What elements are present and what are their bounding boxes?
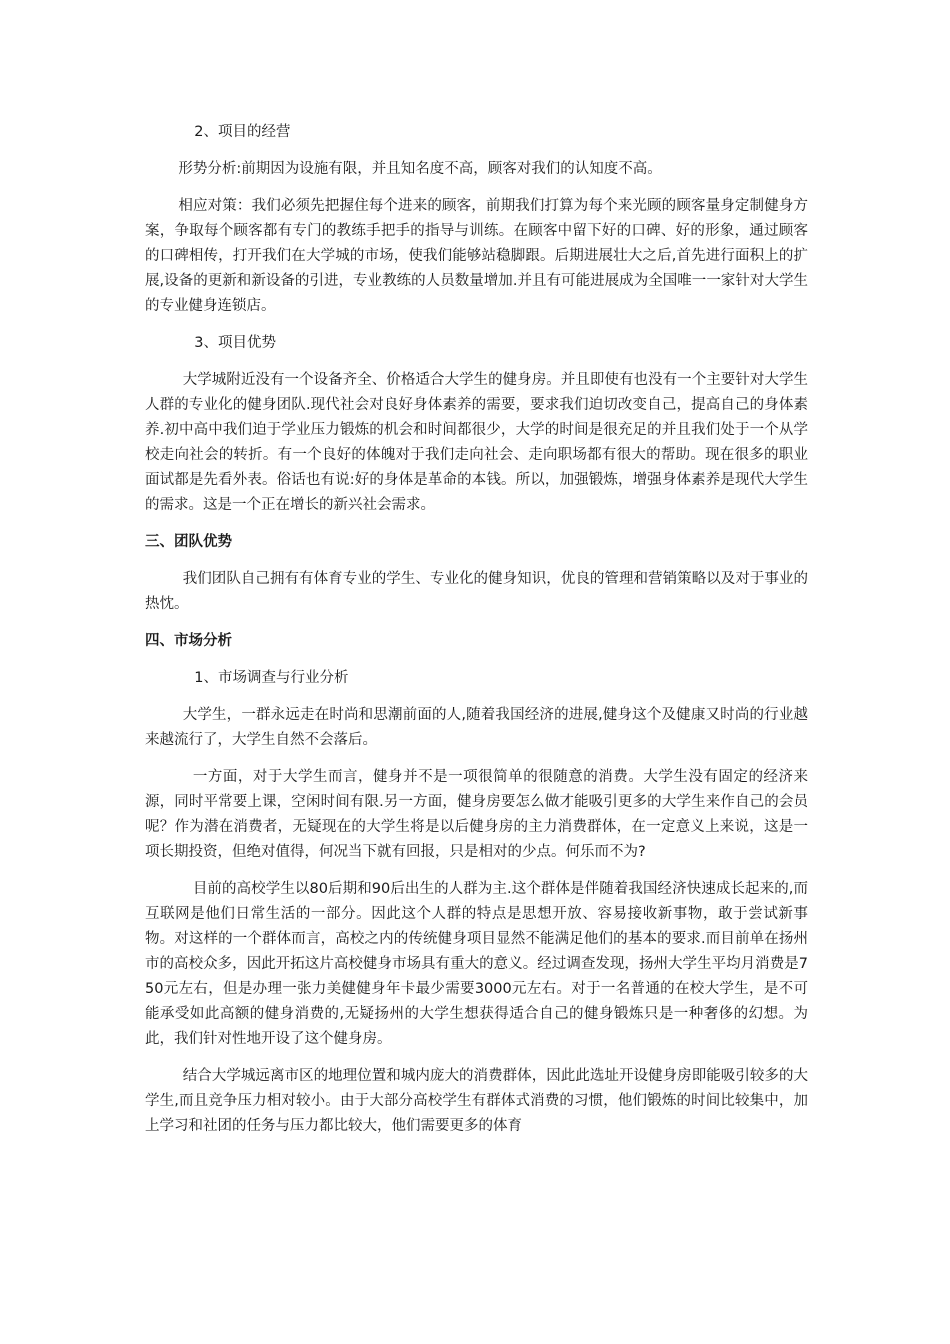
paragraph-countermeasures: 相应对策：我们必须先把握住每个进来的顾客，前期我们打算为每个来光顾的顾客量身定制健身方案，争取每个顾客都有专门的教练手把手的指导与训练。在顾客中留下好的口碑、好的形象，通过顾客的口碑相传，打开我们在大学城的市场，使我们能够站稳脚跟。后期进展壮大之后,首先进行面积上的扩展,设备的更新和新设备的引进，专业教练的人员数量增加.并且有可能进展成为全国唯一一家针对大学生的专业健身连锁店。 (145, 198, 808, 314)
paragraph-market-intro: 大学生，一群永远走在时尚和思潮前面的人,随着我国经济的进展,健身这个及健康又时尚的行业越来越流行了，大学生自然不会落后。 (145, 707, 808, 748)
section-title-project-operation: 2、项目的经营 (194, 124, 291, 140)
paragraph-market-consumption: 一方面，对于大学生而言，健身并不是一项很简单的很随意的消费。大学生没有固定的经济来源，同时平常要上课，空闲时间有限.另一方面，健身房要怎么做才能吸引更多的大学生来作自己的会员呢？作为潜在消费者，无疑现在的大学生将是以后健身房的主力消费群体，在一定意义上来说，这是一项长期投资，但绝对值得，何况当下就有回报，只是相对的少点。何乐而不为? (145, 769, 808, 860)
paragraph-situation-analysis: 形势分析:前期因为设施有限，并且知名度不高，顾客对我们的认知度不高。 (178, 161, 662, 177)
section-title-project-advantages: 3、项目优势 (194, 335, 277, 351)
document-body (145, 120, 808, 1151)
paragraph-market-location: 结合大学城远离市区的地理位置和城内庞大的消费群体，因此此选址开设健身房即能吸引较多的大学生,而且竞争压力相对较小。由于大部分高校学生有群体式消费的习惯，他们锻炼的时间比较集中，加上学习和社团的任务与压力都比较大，他们需要更多的体育 (145, 1068, 808, 1134)
heading-team-advantages: 三、团队优势 (145, 534, 232, 550)
heading-market-analysis: 四、市场分析 (145, 633, 232, 649)
paragraph-team-advantages: 我们团队自己拥有有体育专业的学生、专业化的健身知识，优良的管理和营销策略以及对于事业的热忱。 (145, 571, 808, 612)
subheading-market-research: 1、市场调查与行业分析 (194, 670, 349, 686)
paragraph-project-advantages: 大学城附近没有一个设备齐全、价格适合大学生的健身房。并且即使有也没有一个主要针对大学生人群的专业化的健身团队.现代社会对良好身体素养的需要，要求我们迫切改变自己，提高自己的身体素养.初中高中我们迫于学业压力锻炼的机会和时间都很少，大学的时间是很充足的并且我们处于一个从学校走向社会的转折。有一个良好的体魄对于我们走向社会、走向职场都有很大的帮助。现在很多的职业面试都是先看外表。俗话也有说:好的身体是革命的本钱。所以，加强锻炼，增强身体素养是现代大学生的需求。这是一个正在增长的新兴社会需求。 (145, 372, 808, 513)
paragraph-market-students: 目前的高校学生以80后期和90后出生的人群为主.这个群体是伴随着我国经济快速成长起来的,而互联网是他们日常生活的一部分。因此这个人群的特点是思想开放、容易接收新事物，敢于尝试新事物。对这样的一个群体而言，高校之内的传统健身项目显然不能满足他们的基本的要求.而目前单在扬州市的高校众多，因此开拓这片高校健身市场具有重大的意义。经过调查发现，扬州大学生平均月消费是750元左右，但是办理一张力美健健身年卡最少需要3000元左右。对于一名普通的在校大学生，是不可能承受如此高额的健身消费的,无疑扬州的大学生想获得适合自己的健身锻炼只是一种奢侈的幻想。为此，我们针对性地开设了这个健身房。 (145, 881, 808, 1047)
